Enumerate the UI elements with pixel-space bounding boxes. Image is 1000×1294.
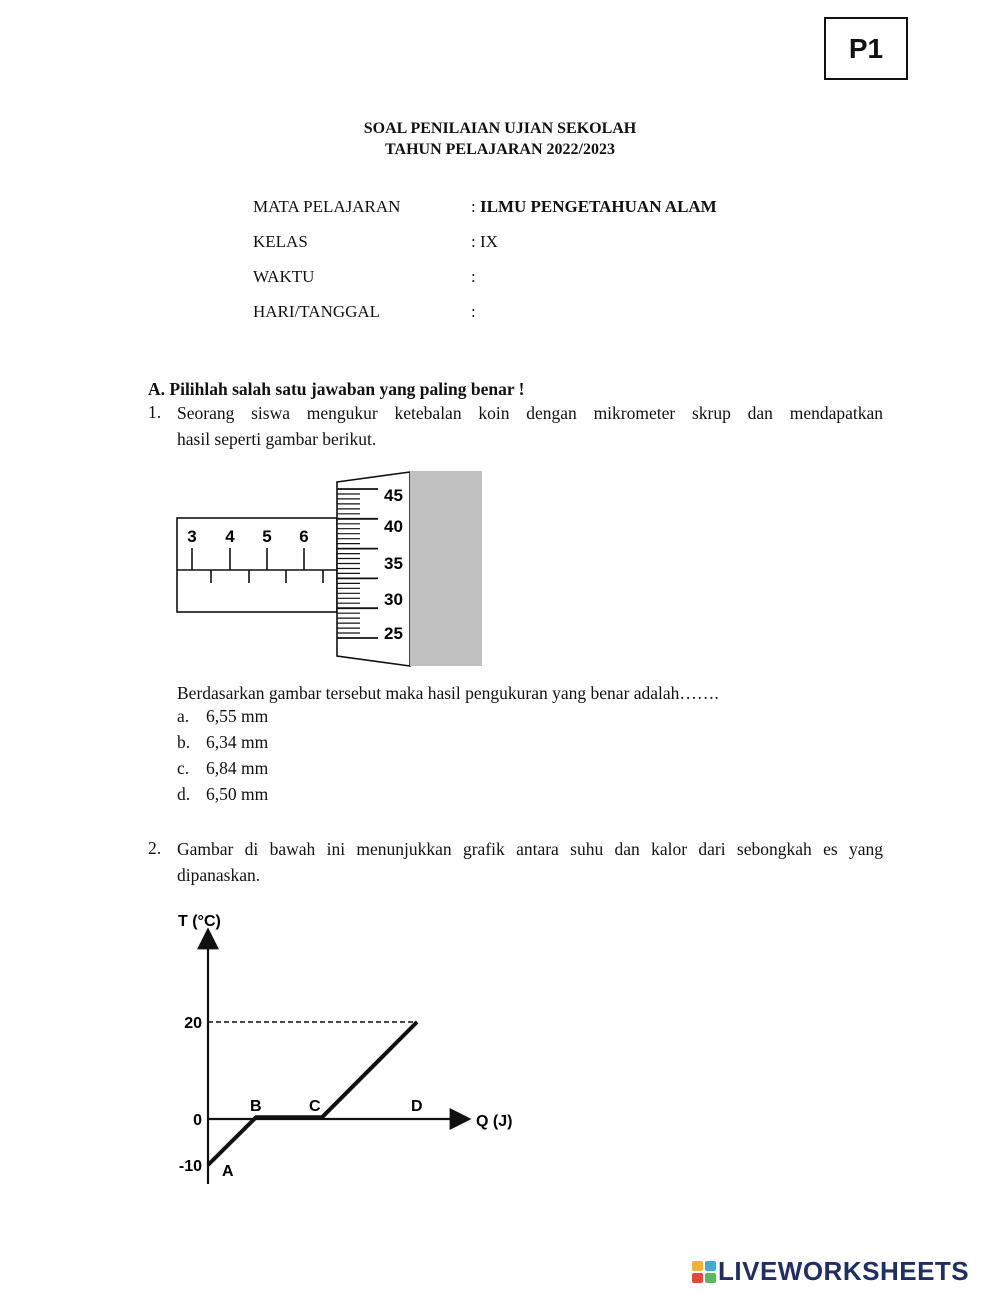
header-title: SOAL PENILAIAN UJIAN SEKOLAH [363,120,637,137]
question-1-option-a-letter: a. [177,706,190,726]
temperature-heat-graph [160,900,530,1200]
thimble-label-35: 35 [384,554,403,573]
meta-value-time: : [471,267,476,286]
page-label-box [824,17,908,80]
y-tick-minus-10: -10 [178,1158,202,1175]
thimble-label-30: 30 [384,590,403,609]
question-1-option-c-letter: c. [177,758,190,778]
question-1-prompt: Berdasarkan gambar tersebut maka hasil pengukuran yang benar adalah……. [177,683,719,703]
question-1-text-line2: hasil seperti gambar berikut. [177,429,377,449]
thimble-label-40: 40 [384,517,403,536]
thimble-label-25: 25 [384,624,403,643]
meta-value-date: : [471,302,476,321]
question-1-number: 1. [148,402,162,422]
question-2-text-line2: dipanaskan. [177,865,261,885]
question-2-number: 2. [148,838,162,858]
micrometer-figure [170,466,490,672]
point-label-b: B [250,1098,262,1115]
meta-label-time: WAKTU [253,267,315,286]
meta-label-class: KELAS [253,232,308,251]
liveworksheets-logo-icon [692,1261,716,1283]
liveworksheets-logo [692,1256,969,1287]
thimble-label-45: 45 [384,486,403,505]
question-1-option-a[interactable]: 6,55 mm [206,706,269,726]
thimble-gray-block [410,471,482,666]
meta-value-subject: : ILMU PENGETAHUAN ALAM [471,197,717,216]
meta-value-class: : IX [471,232,498,251]
main-scale-label-3: 3 [187,527,197,546]
section-heading: A. Pilihlah salah satu jawaban yang paling benar ! [148,379,525,399]
question-2-text-line1: Gambar di bawah ini menunjukkan grafik antara suhu dan kalor dari sebongkah es yang [177,839,883,859]
y-axis-label: T (°C) [178,913,221,930]
watermark-text: LIVEWORKSHEETS [718,1256,970,1286]
question-1-option-b-letter: b. [177,732,191,752]
question-1-option-c[interactable]: 6,84 mm [206,758,269,778]
main-scale-label-5: 5 [262,527,272,546]
meta-label-subject: MATA PELAJARAN [253,197,401,216]
question-1-option-d-letter: d. [177,784,191,804]
page-label: P1 [848,32,884,64]
meta-label-date: HARI/TANGGAL [253,302,381,321]
question-1-option-b[interactable]: 6,34 mm [206,732,269,752]
y-tick-20: 20 [184,1015,202,1032]
main-scale-label-4: 4 [225,527,235,546]
point-label-a: A [222,1163,234,1180]
temperature-curve [208,1022,417,1165]
main-scale-label-6: 6 [299,527,309,546]
micrometer-sleeve [177,518,337,612]
point-label-d: D [411,1098,423,1115]
y-tick-0: 0 [193,1112,202,1129]
x-axis-label: Q (J) [476,1113,513,1130]
header-subtitle: TAHUN PELAJARAN 2022/2023 [385,141,615,158]
point-label-c: C [309,1098,321,1115]
question-1-option-d[interactable]: 6,50 mm [206,784,269,804]
question-1-text-line1: Seorang siswa mengukur ketebalan koin dengan mikrometer skrup dan mendapatkan [177,403,883,423]
